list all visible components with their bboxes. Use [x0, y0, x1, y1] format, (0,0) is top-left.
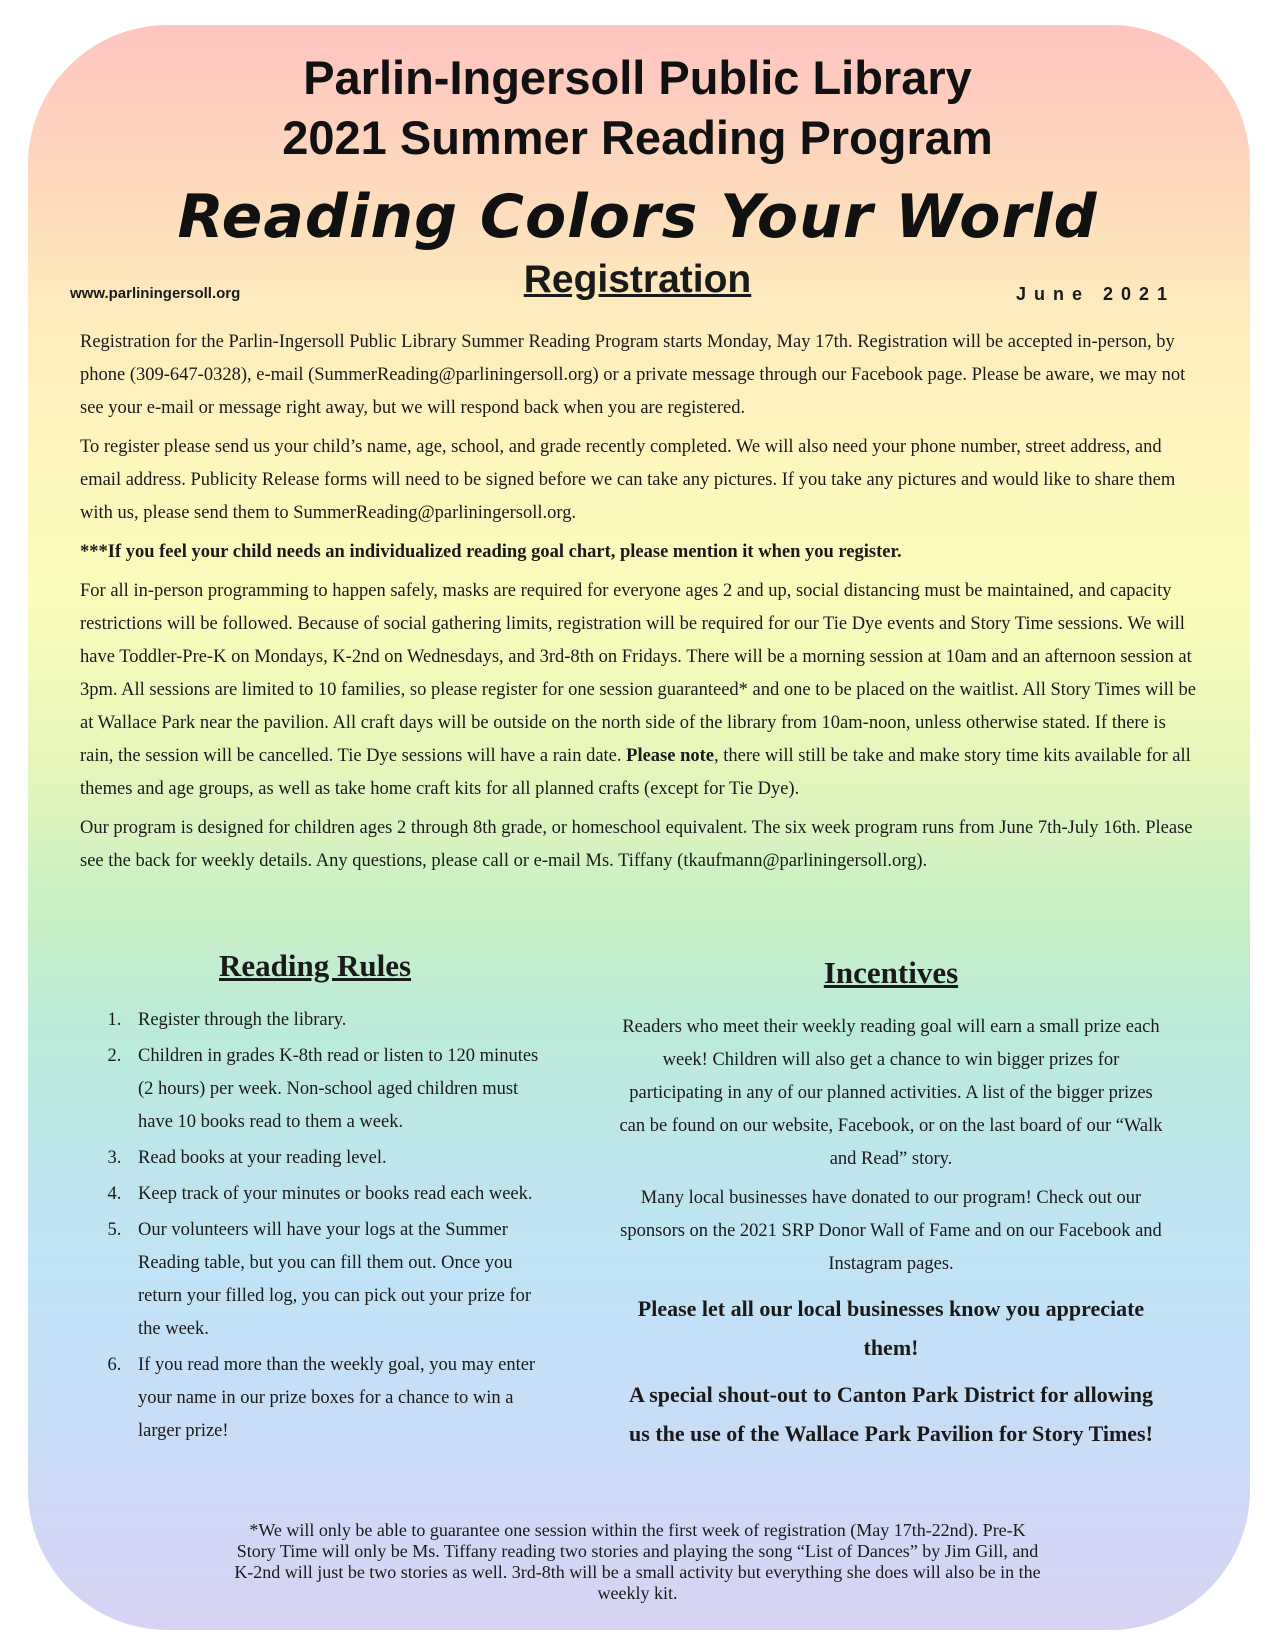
incentives-paragraph: Readers who meet their weekly reading goal will earn a small prize each week! Children will also get a chance to win bigger prizes for participating in any of our planned activities. A list of the bigger prizes can be found on our website, Facebook, or on the last board of our “Walk and Read” story. [619, 1017, 1163, 1169]
rule-item: 6. If you read more than the weekly goal, you may enter your name in our prize boxes for a chance to win a larger prize! [126, 1349, 550, 1448]
footnote: *We will only be able to guarantee one session within the first week of registration (May 17th-22nd). Pre-K Story Time will only be Ms. Tiffany reading two stories and playing the song “List of Dances” by Jim Gill, and K-2nd will just be two stories as well. 3rd-8th will be a small activity but everything she does will also be in the weekly kit. [234, 1520, 1041, 1603]
reading-rules-section [80, 948, 550, 1451]
rule-item: 2. Children in grades K-8th read or listen to 120 minutes (2 hours) per week. Non-school aged children must have 10 books read to them a week. [126, 1040, 550, 1139]
program-title: 2021 Summer Reading Program [282, 111, 993, 164]
theme-title: Reading Colors Your World [177, 182, 1098, 252]
incentives-title: Incentives [823, 955, 959, 990]
safety-paragraph: For all in-person programming to happen safely, masks are required for everyone ages 2 and up, social distancing must be maintained, and capacity restrictions will be followed. Because of social gathering limits, registration will be required for our Tie Dye events and Story Time sessions. We will have Toddler-Pre-K on Mondays, K-2nd on Wednesdays, and 3rd-8th on Fridays. There will be a morning session at 10am and an afternoon session at 3pm. All sessions are limited to 10 families, so please register for one session guaranteed* and one to be placed on the waitlist. All Story Times will be at Wallace Park near the pavilion. All craft days will be outside on the north side of the library from 10am-noon, unless otherwise stated. If there is rain, the session will be cancelled. Tie Dye sessions will have a rain date. Please note, there will still be take and make story time kits available for all themes and age groups, as well as take home craft kits for all planned crafts (except for Tie Dye). [80, 581, 1196, 799]
reading-rules-title: Reading Rules [218, 948, 412, 983]
section-title: Registration [523, 258, 752, 301]
appreciation-note: Please let all our local businesses know you appreciate them! [637, 1296, 1145, 1360]
program-paragraph: Our program is designed for children ages 2 through 8th grade, or homeschool equivalent. The six week program runs from June 7th-July 16th. Please see the back for weekly details. Any questions, please call or e-mail Ms. Tiffany (tkaufmann@parliningersoll.org). [80, 818, 1193, 871]
goal-chart-note: ***If you feel your child needs an individualized reading goal chart, please mention it when you register. [80, 542, 902, 562]
registration-paragraph: To register please send us your child’s name, age, school, and grade recently completed. We will also need your phone number, street address, and email address. Publicity Release forms will need to be signed before we can take any pictures. If you take any pictures and would like to share them with us, please send them to SummerReading@parliningersoll.org. [80, 437, 1176, 523]
library-title: Parlin-Ingersoll Public Library [303, 51, 972, 104]
website-link[interactable]: www.parliningersoll.org [70, 285, 241, 302]
shout-out-note: A special shout-out to Canton Park District for allowing us the use of the Wallace Park Pavilion for Story Times! [629, 1382, 1153, 1446]
reading-rules-list [80, 1004, 550, 1448]
registration-paragraph: Registration for the Parlin-Ingersoll Public Library Summer Reading Program starts Monday, May 17th. Registration will be accepted in-person, by phone (309-647-0328), e-mail (SummerReading@parliningersoll.org) or a private message through our Facebook page. Please be aware, we may not see your e-mail or message right away, but we will respond back when you are registered. [80, 332, 1186, 418]
rule-item: 1. Register through the library. [126, 1004, 550, 1037]
registration-text [80, 326, 1198, 884]
incentives-section [618, 955, 1164, 1459]
issue-date: June 2021 [1015, 284, 1175, 304]
rule-item: 4. Keep track of your minutes or books read each week. [126, 1178, 550, 1211]
sponsors-paragraph: Many local businesses have donated to our program! Check out our sponsors on the 2021 SRP Donor Wall of Fame and on our Facebook and Instagram pages. [620, 1188, 1162, 1274]
rule-item: 5. Our volunteers will have your logs at the Summer Reading table, but you can fill them out. Once you return your filled log, you can pick out your prize for the week. [126, 1214, 550, 1346]
rule-item: 3. Read books at your reading level. [126, 1142, 550, 1175]
